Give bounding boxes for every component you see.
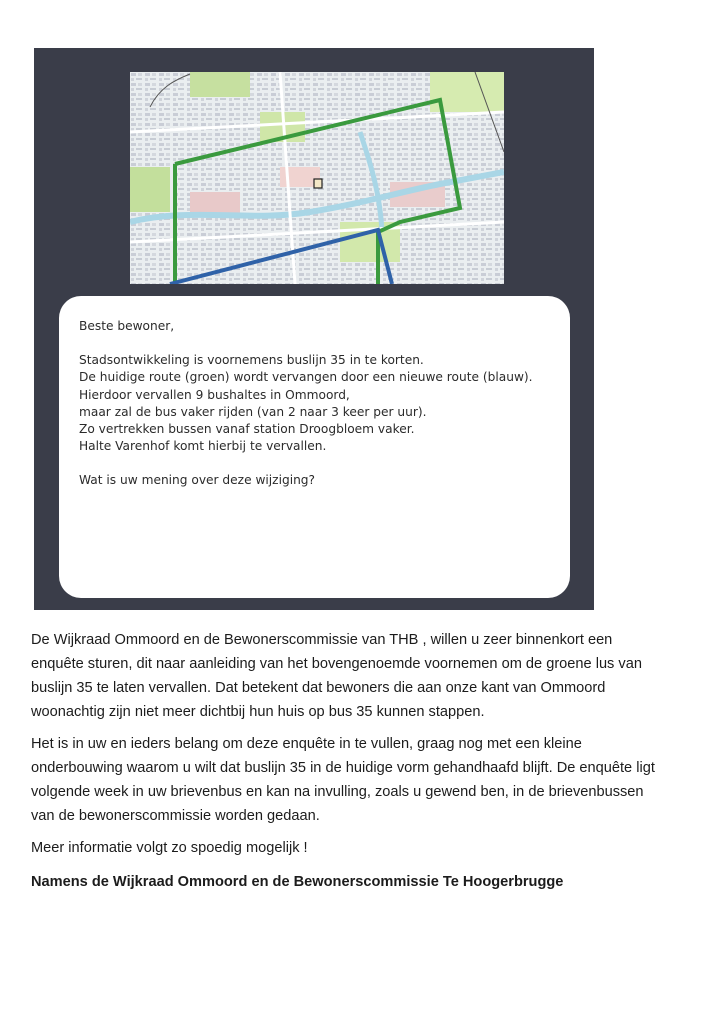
letter-line: Stadsontwikkeling is voornemens buslijn 35 in te korten. <box>79 353 424 368</box>
letter-line: Hierdoor vervallen 9 bushaltes in Ommoord, <box>79 387 350 402</box>
announcement-body <box>31 628 661 902</box>
body-paragraph: Meer informatie volgt zo spoedig mogelijk ! <box>31 840 308 856</box>
body-paragraph: Het is in uw en ieders belang om deze enquête in te vullen, graag nog met een kleine onderbouwing waarom u wilt dat buslijn 35 in de huidige vorm gehandhaafd blijft. De enquête ligt volgende week in uw brievenbus en kan na invulling, zoals u gewend ben, in de brievenbussen van de bewonerscommissie worden gedaan. <box>31 736 655 824</box>
stop-marker-icon <box>314 179 322 188</box>
signoff: Namens de Wijkraad Ommoord en de Bewonerscommissie Te Hoogerbrugge <box>31 874 564 890</box>
letter-card <box>59 296 570 598</box>
letter-text <box>79 318 559 490</box>
body-paragraph: De Wijkraad Ommoord en de Bewonerscommissie van THB , willen u zeer binnenkort een enquête sturen, dit naar aanleiding van het bovengenoemde voornemen om de groene lus van buslijn 35 te laten vervallen. Dat betekent dat bewoners die aan onze kant van Ommoord woonachtig zijn niet meer dichtbij hun huis op bus 35 kunnen stappen. <box>31 632 642 720</box>
map-park <box>130 167 170 212</box>
letter-line: De huidige route (groen) wordt vervangen door een nieuwe route (blauw). <box>79 370 533 385</box>
letter-line: maar zal de bus vaker rijden (van 2 naar 3 keer per uur). <box>79 404 427 419</box>
route-map-image <box>130 72 504 284</box>
letter-line: Zo vertrekken bussen vanaf station Droogbloem vaker. <box>79 422 415 437</box>
letter-line: Halte Varenhof komt hierbij te vervallen. <box>79 439 327 454</box>
route-map <box>130 72 504 284</box>
map-park <box>190 72 250 97</box>
letter-greeting: Beste bewoner, <box>79 319 175 333</box>
map-area <box>190 192 240 214</box>
letter-question: Wat is uw mening over deze wijziging? <box>79 473 316 488</box>
